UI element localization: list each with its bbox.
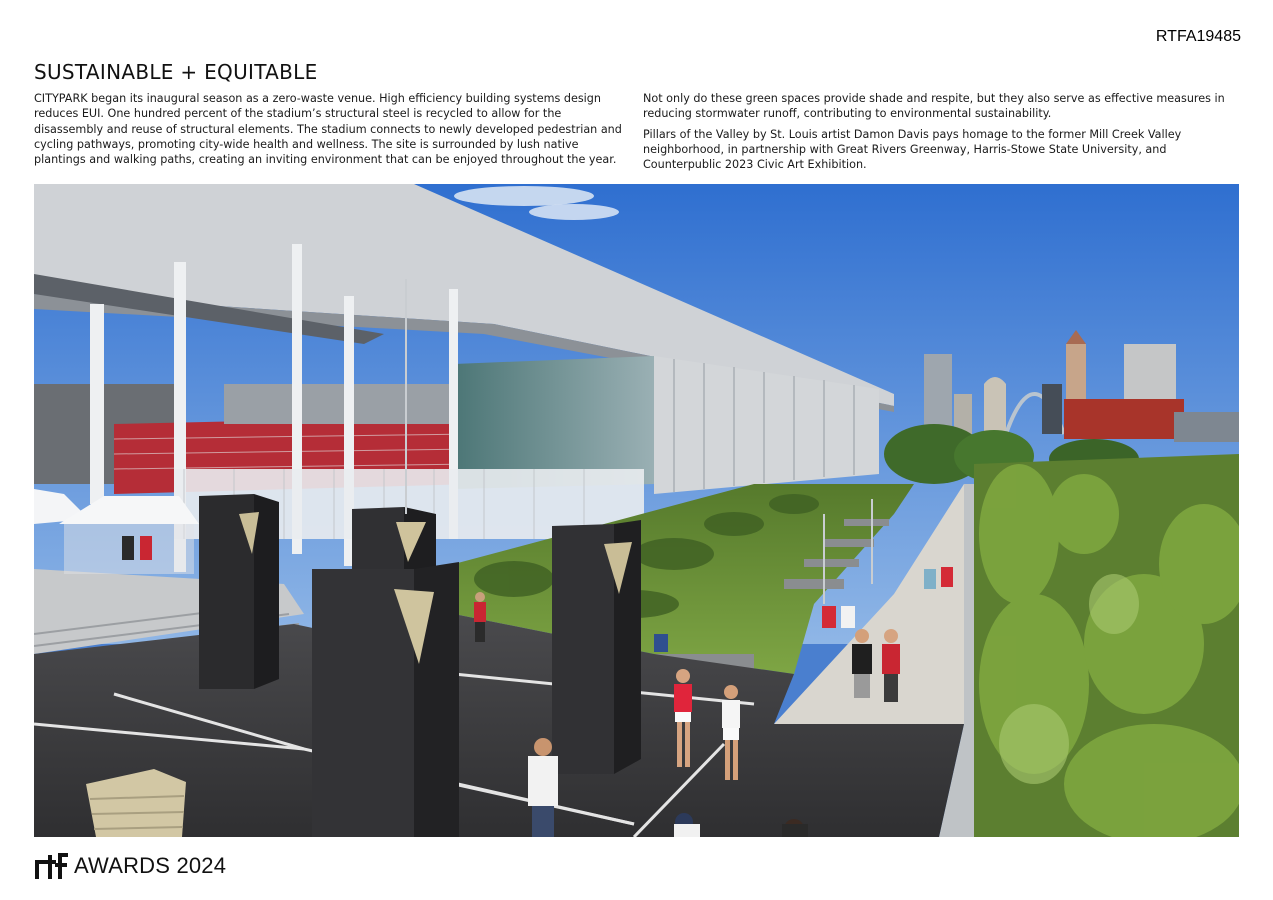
- project-code: RTFA19485: [1155, 28, 1241, 45]
- right-paragraph-1: Not only do these green spaces provide shade and respite, but they also serve as effective measures in reducing stormwater runoff, contributing to environmental sustainability.: [643, 92, 1225, 121]
- right-text-column: [643, 91, 1233, 177]
- section-title: SUSTAINABLE + EQUITABLE: [34, 60, 318, 84]
- rtf-logo: [34, 851, 70, 881]
- stadium-plaza-photo: [34, 184, 1239, 837]
- right-paragraph-2: Pillars of the Valley by St. Louis artist Damon Davis pays homage to the former Mill Creek Valley neighborhood, in partnership with Great Rivers Greenway, Harris-Stowe State University, and Counterpublic 2023 Civic Art Exhibition.: [643, 127, 1182, 172]
- left-paragraph-1: CITYPARK began its inaugural season as a zero-waste venue. High efficiency building systems design reduces EUI. One hundred percent of the stadium’s structural steel is recycled to allow for the disassembly and reuse of structural elements. The stadium connects to newly developed pedestrian and cycling pathways, promoting city-wide health and wellness. The site is surrounded by lush native plantings and walking paths, creating an inviting environment that can be enjoyed throughout the year.: [34, 92, 622, 167]
- awards-label: AWARDS 2024: [74, 853, 227, 878]
- footer-branding: [34, 850, 226, 882]
- left-text-column: [34, 91, 624, 172]
